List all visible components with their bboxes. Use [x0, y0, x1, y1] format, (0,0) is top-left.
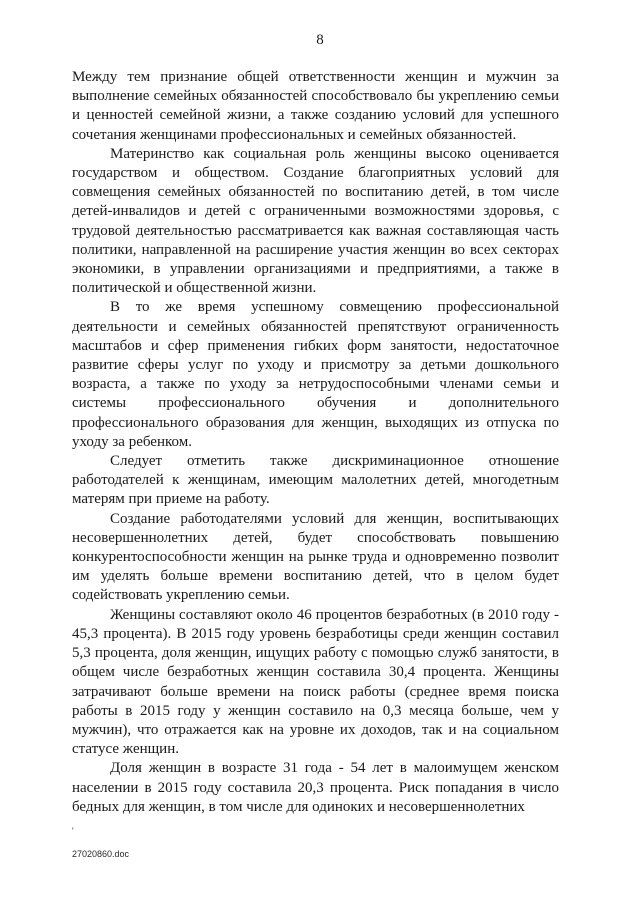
paragraph-6: Женщины составляют около 46 процентов безработных (в 2010 году - 45,3 процента). В 2015 году уровень безработицы среди женщин составил 5,3 процента, доля женщин, ищущих работу с помощью служб занятости, в общем числе безработных женщин составила 30,4 процента. Женщины затрачивают больше времени на поиск работы (среднее время поиска работы в 2015 году у женщин составило на 0,3 месяца больше, чем у мужчин), что отражается как на уровне их доходов, так и на социальном статусе женщин. — [72, 606, 559, 758]
paragraph-3: В то же время успешному совмещению профессиональной деятельности и семейных обязанностей препятствуют ограниченность масштабов и сфер применения гибких форм занятости, недостаточное развитие сферы услуг по уходу и присмотру за детьми дошкольного возраста, а также по уходу за нетрудоспособными членами семьи и системы профессионального обучения и дополнительного профессионального образования для женщин, выходящих из отпуска по уходу за ребенком. — [72, 299, 559, 450]
paragraph-7: Доля женщин в возрасте 31 года - 54 лет в малоимущем женском населении в 2015 году составила 20,3 процента. Риск попадания в число бедных для женщин, в том числе для одиноких и несовершеннолетних — [72, 760, 559, 815]
paragraph-4: Следует отметить также дискриминационное отношение работодателей к женщинам, имеющим малолетних детей, многодетным матерям при приеме на работу. — [72, 453, 559, 508]
footer-mark: ' — [72, 826, 74, 836]
paragraph-5: Создание работодателями условий для женщин, воспитывающих несовершеннолетних детей, будет способствовать повышению конкурентоспособности женщин на рынке труда и одновременно позволит им уделять больше времени воспитанию детей, что в целом будет содействовать укреплению семьи. — [72, 510, 559, 604]
document-code: 27020860.doc — [72, 849, 130, 859]
body-text — [72, 68, 559, 817]
paragraph-1: Между тем признание общей ответственности женщин и мужчин за выполнение семейных обязанностей способствовало бы укреплению семьи и ценностей семейной жизни, а также созданию условий для успешного сочетания женщинами профессиональных и семейных обязанностей. — [72, 69, 559, 143]
page-number: 8 — [316, 32, 324, 48]
paragraph-2: Материнство как социальная роль женщины высоко оценивается государством и обществом. Создание благоприятных условий для совмещения семейных обязанностей по воспитанию детей, в том числе детей-инвалидов и детей с ограниченными возможностями здоровья, с трудовой деятельностью рассматривается как важная составляющая часть политики, направленной на расширение участия женщин во всех секторах экономики, в управлении организациями и предприятиями, а также в политической и общественной жизни. — [72, 145, 559, 297]
